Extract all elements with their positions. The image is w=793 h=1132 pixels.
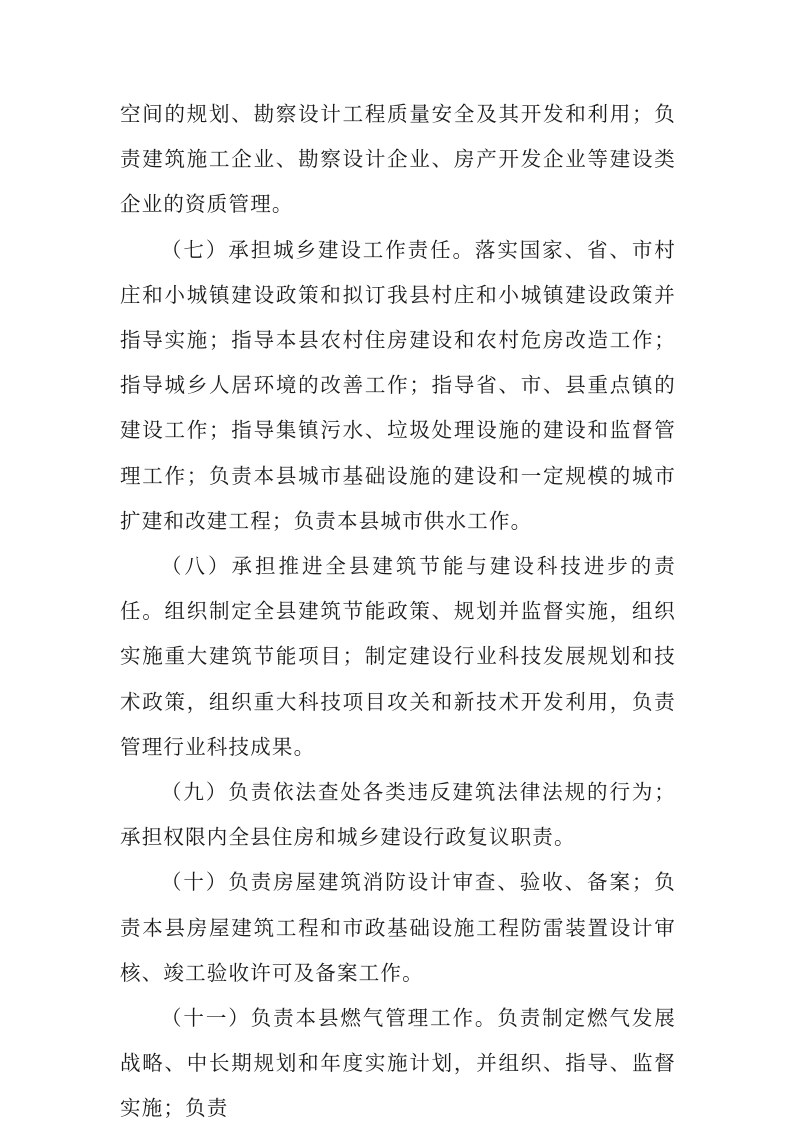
- paragraph-item-8: （八）承担推进全县建筑节能与建设科技进步的责任。组织制定全县建筑节能政策、规划并监督实施，组织实施重大建筑节能项目；制定建设行业科技发展规划和技术政策，组织重大科技项目攻关和新技术开发利用，负责管理行业科技成果。: [120, 554, 676, 759]
- paragraph-continuation: 空间的规划、勘察设计工程质量安全及其开发和利用；负责建筑施工企业、勘察设计企业、房产开发企业等建设类企业的资质管理。: [120, 102, 676, 217]
- paragraph-item-11: （十一）负责本县燃气管理工作。负责制定燃气发展战略、中长期规划和年度实施计划，并组织、指导、监督实施；负责: [120, 1006, 676, 1121]
- paragraph-item-7: （七）承担城乡建设工作责任。落实国家、省、市村庄和小城镇建设政策和拟订我县村庄和小城镇建设政策并指导实施；指导本县农村住房建设和农村危房改造工作；指导城乡人居环境的改善工作；指导省、市、县重点镇的建设工作；指导集镇污水、垃圾处理设施的建设和监督管理工作；负责本县城市基础设施的建设和一定规模的城市扩建和改建工程；负责本县城市供水工作。: [120, 237, 676, 533]
- document-body: [120, 92, 676, 1132]
- paragraph-item-9: （九）负责依法查处各类违反建筑法律法规的行为；承担权限内全县住房和城乡建设行政复议职责。: [120, 780, 676, 850]
- paragraph-item-10: （十）负责房屋建筑消防设计审查、验收、备案；负责本县房屋建筑工程和市政基础设施工程防雷装置设计审核、竣工验收许可及备案工作。: [120, 870, 676, 985]
